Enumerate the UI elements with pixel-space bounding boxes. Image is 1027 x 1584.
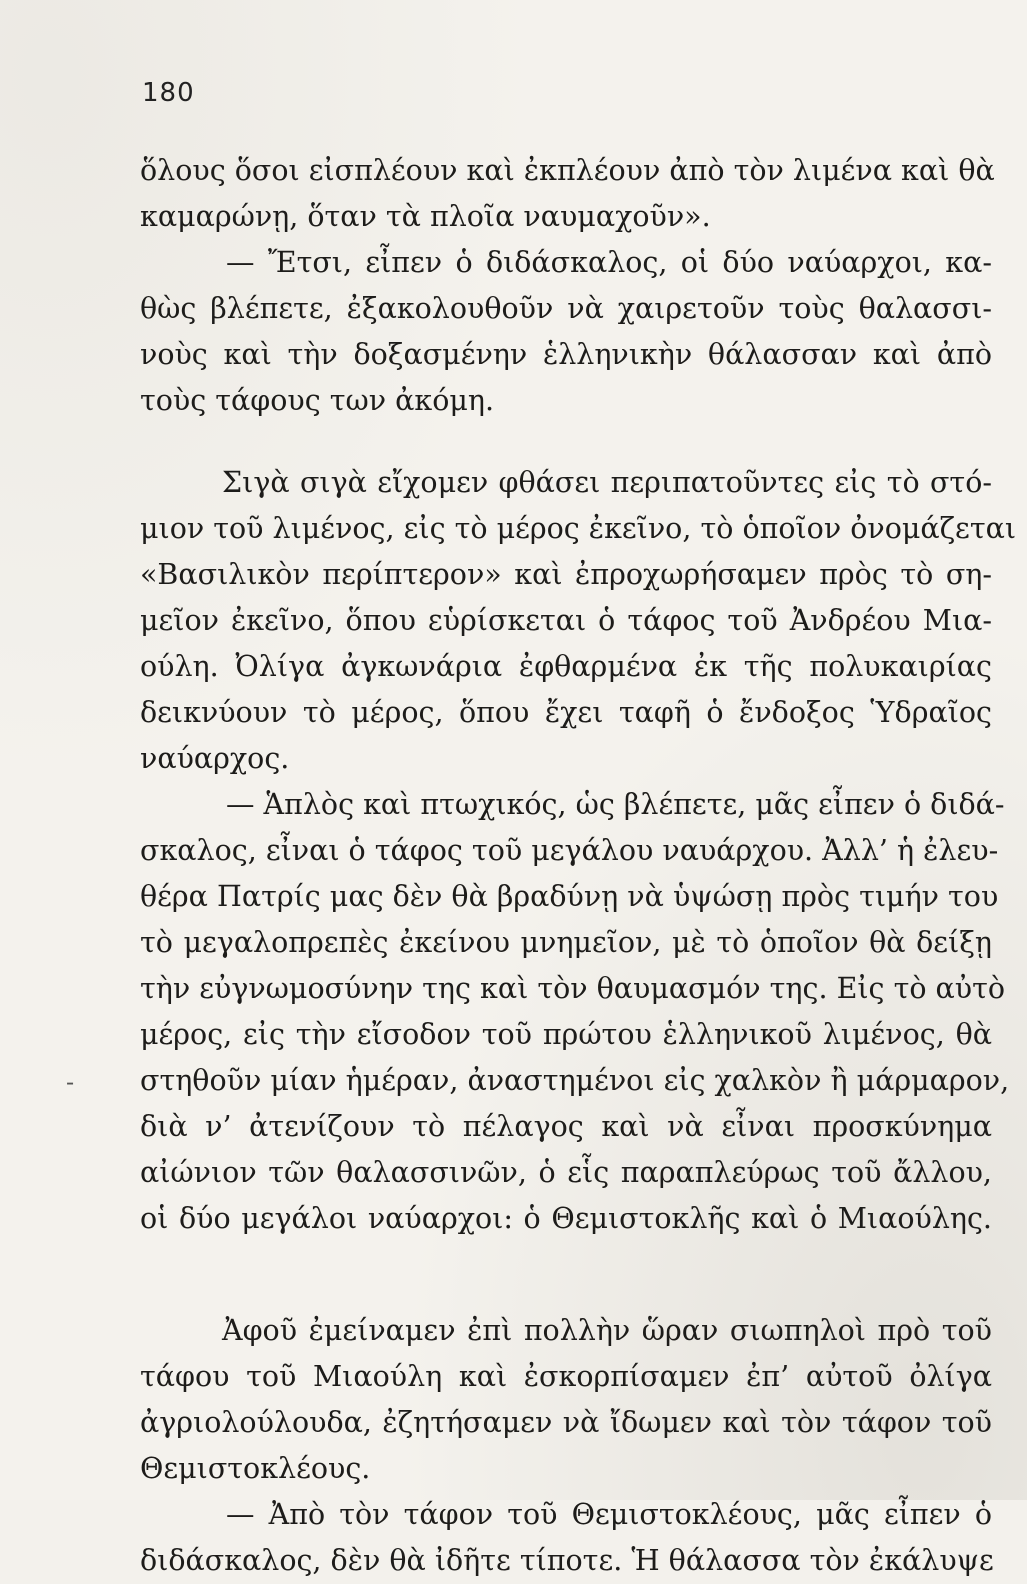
text-line: θέρα Πατρίς μας δὲν θὰ βραδύνῃ νὰ ὑψώσῃ πρὸς τιμήν του	[140, 880, 999, 913]
text-line: μιον τοῦ λιμένος, εἰς τὸ μέρος ἐκεῖνο, τὸ ὁποῖον ὀνομάζεται	[140, 512, 1017, 545]
paragraph-gap	[140, 424, 992, 460]
text-line: οἱ δύο μεγάλοι ναύαρχοι: ὁ Θεμιστοκλῆς καὶ ὁ Μιαούλης.	[140, 1202, 992, 1235]
text-line: — Ἀπὸ τὸν τάφον τοῦ Θεμιστοκλέους, μᾶς εἶπεν ὁ	[226, 1498, 992, 1531]
text-line: τὸ μεγαλοπρεπὲς ἐκείνου μνημεῖον, μὲ τὸ ὁποῖον θὰ δείξῃ	[140, 926, 992, 959]
text-line: Θεμιστοκλέους.	[140, 1452, 371, 1485]
text-line: σκαλος, εἶναι ὁ τάφος τοῦ μεγάλου ναυάρχου. Ἀλλ’ ἡ ἐλευ-	[140, 834, 999, 867]
text-line: στηθοῦν μίαν ἡμέραν, ἀναστημένοι εἰς χαλκὸν ἢ μάρμαρον,	[140, 1064, 1010, 1097]
text-line: — Ἁπλὸς καὶ πτωχικός, ὡς βλέπετε, μᾶς εἶπεν ὁ διδά-	[226, 788, 1005, 821]
text-line: διδάσκαλος, δὲν θὰ ἰδῆτε τίποτε. Ἡ θάλασσα τὸν ἐκάλυψε	[140, 1544, 994, 1577]
paragraph-gap	[140, 1242, 992, 1308]
text-line: μέρος, εἰς τὴν εἴσοδον τοῦ πρώτου ἑλληνικοῦ λιμένος, θὰ	[140, 1018, 992, 1051]
text-line: Σιγὰ σιγὰ εἴχομεν φθάσει περιπατοῦντες εἰς τὸ στό-	[222, 466, 992, 499]
text-line: ναύαρχος.	[140, 742, 290, 775]
page-number: 180	[142, 78, 195, 108]
text-line: ὅλους ὅσοι εἰσπλέουν καὶ ἐκπλέουν ἀπὸ τὸν λιμένα καὶ θὰ	[140, 154, 995, 187]
text-line: τὴν εὐγνωμοσύνην της καὶ τὸν θαυμασμόν της. Εἰς τὸ αὐτὸ	[140, 972, 1006, 1005]
text-line: θὼς βλέπετε, ἐξακολουθοῦν νὰ χαιρετοῦν τοὺς θαλασσι-	[140, 292, 992, 325]
text-line: ούλη. Ὀλίγα ἀγκωνάρια ἐφθαρμένα ἐκ τῆς πολυκαιρίας	[140, 650, 992, 683]
text-line: τάφου τοῦ Μιαούλη καὶ ἐσκορπίσαμεν ἐπ’ αὐτοῦ ὀλίγα	[140, 1360, 992, 1393]
text-line: μεῖον ἐκεῖνο, ὅπου εὑρίσκεται ὁ τάφος τοῦ Ἀνδρέου Μια-	[140, 604, 992, 637]
text-line: καμαρώνῃ, ὅταν τὰ πλοῖα ναυμαχοῦν».	[140, 200, 711, 233]
text-line: αἰώνιον τῶν θαλασσινῶν, ὁ εἷς παραπλεύρως τοῦ ἄλλου,	[140, 1156, 992, 1189]
text-line: διὰ ν’ ἀτενίζουν τὸ πέλαγος καὶ νὰ εἶναι προσκύνημα	[140, 1110, 992, 1143]
text-line: δεικνύουν τὸ μέρος, ὅπου ἔχει ταφῆ ὁ ἔνδοξος Ὑδραῖος	[140, 696, 992, 729]
text-line: ἀγριολούλουδα, ἐζητήσαμεν νὰ ἴδωμεν καὶ τὸν τάφον τοῦ	[140, 1406, 992, 1439]
text-line: Ἀφοῦ ἐμείναμεν ἐπὶ πολλὴν ὥραν σιωπηλοὶ πρὸ τοῦ	[222, 1314, 992, 1347]
text-line: «Βασιλικὸν περίπτερον» καὶ ἐπροχωρήσαμεν πρὸς τὸ ση-	[140, 558, 992, 591]
body-text	[140, 148, 1017, 1584]
text-line: νοὺς καὶ τὴν δοξασμένην ἑλληνικὴν θάλασσαν καὶ ἀπὸ	[140, 338, 992, 371]
text-line: τοὺς τάφους των ἀκόμη.	[140, 384, 495, 417]
text-line: — Ἔτσι, εἶπεν ὁ διδάσκαλος, οἱ δύο ναύαρχοι, κα-	[226, 246, 992, 279]
margin-mark: -	[66, 1068, 75, 1096]
